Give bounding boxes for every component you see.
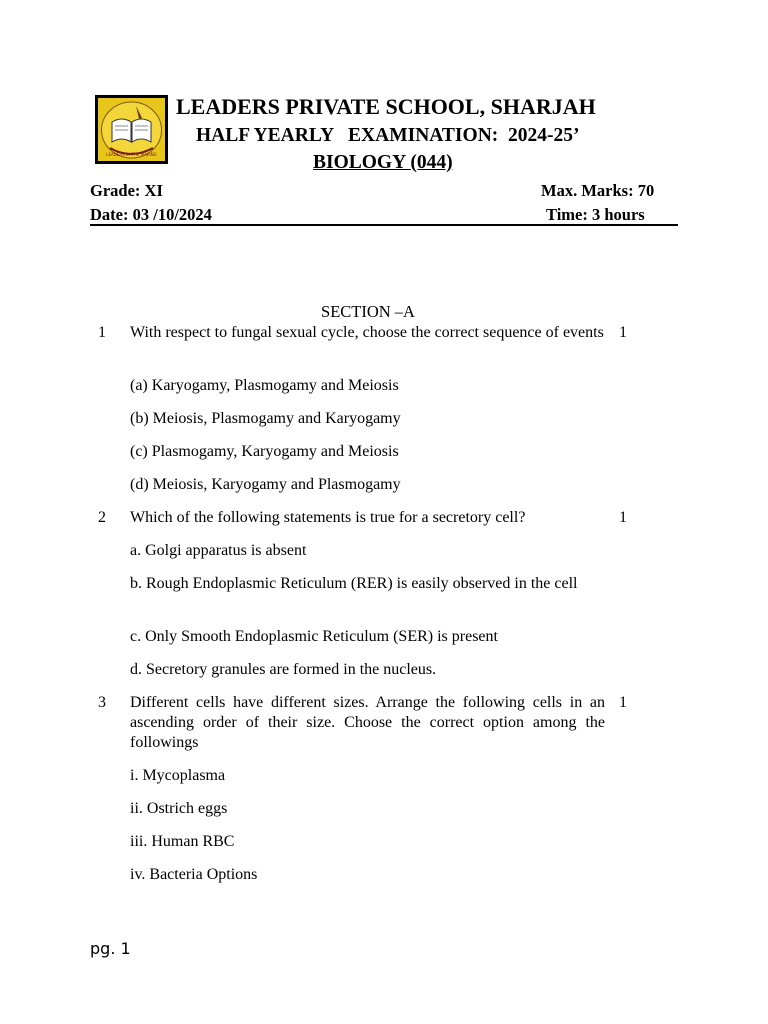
option: iv. Bacteria Options bbox=[130, 866, 258, 883]
option: iii. Human RBC bbox=[130, 833, 235, 850]
subject-title: BIOLOGY (044) bbox=[313, 152, 453, 173]
section-title: SECTION –A bbox=[321, 302, 415, 321]
option: ii. Ostrich eggs bbox=[130, 800, 228, 817]
question-number: 3 bbox=[98, 694, 106, 711]
exam-time: Time: 3 hours bbox=[546, 205, 645, 224]
option: (c) Plasmogamy, Karyogamy and Meiosis bbox=[130, 443, 399, 460]
logo-motto: LEADERS IN THE MAKING bbox=[106, 152, 157, 157]
option: c. Only Smooth Endoplasmic Reticulum (SER) is present bbox=[130, 628, 498, 645]
question-number: 1 bbox=[98, 324, 106, 341]
option: (d) Meiosis, Karyogamy and Plasmogamy bbox=[130, 476, 401, 493]
option: d. Secretory granules are formed in the nucleus. bbox=[130, 661, 437, 678]
option: b. Rough Endoplasmic Reticulum (RER) is easily observed in the cell bbox=[130, 575, 578, 592]
question-mark: 1 bbox=[619, 324, 627, 341]
option: a. Golgi apparatus is absent bbox=[130, 542, 307, 559]
question-text: With respect to fungal sexual cycle, choose the correct sequence of events bbox=[130, 324, 604, 341]
header-divider bbox=[90, 224, 678, 226]
option: (b) Meiosis, Plasmogamy and Karyogamy bbox=[130, 410, 401, 427]
question-text: Different cells have different sizes. Arrange the following cells in an ascending order of their size. Choose the correct option among the followings bbox=[130, 694, 605, 751]
grade: Grade: XI bbox=[90, 181, 163, 200]
exam-date: Date: 03 /10/2024 bbox=[90, 205, 212, 224]
school-name: LEADERS PRIVATE SCHOOL, SHARJAH bbox=[176, 94, 596, 119]
exam-title: HALF YEARLY EXAMINATION: 2024-25’ bbox=[196, 125, 580, 146]
book-icon bbox=[98, 98, 165, 161]
school-logo bbox=[95, 95, 168, 164]
question-mark: 1 bbox=[619, 509, 627, 526]
question-text: Which of the following statements is true for a secretory cell? bbox=[130, 509, 526, 526]
question-number: 2 bbox=[98, 509, 106, 526]
option: (a) Karyogamy, Plasmogamy and Meiosis bbox=[130, 377, 399, 394]
question-mark: 1 bbox=[619, 694, 627, 711]
option: i. Mycoplasma bbox=[130, 767, 226, 784]
max-marks: Max. Marks: 70 bbox=[541, 181, 655, 200]
page-number: pg. 1 bbox=[90, 939, 131, 958]
